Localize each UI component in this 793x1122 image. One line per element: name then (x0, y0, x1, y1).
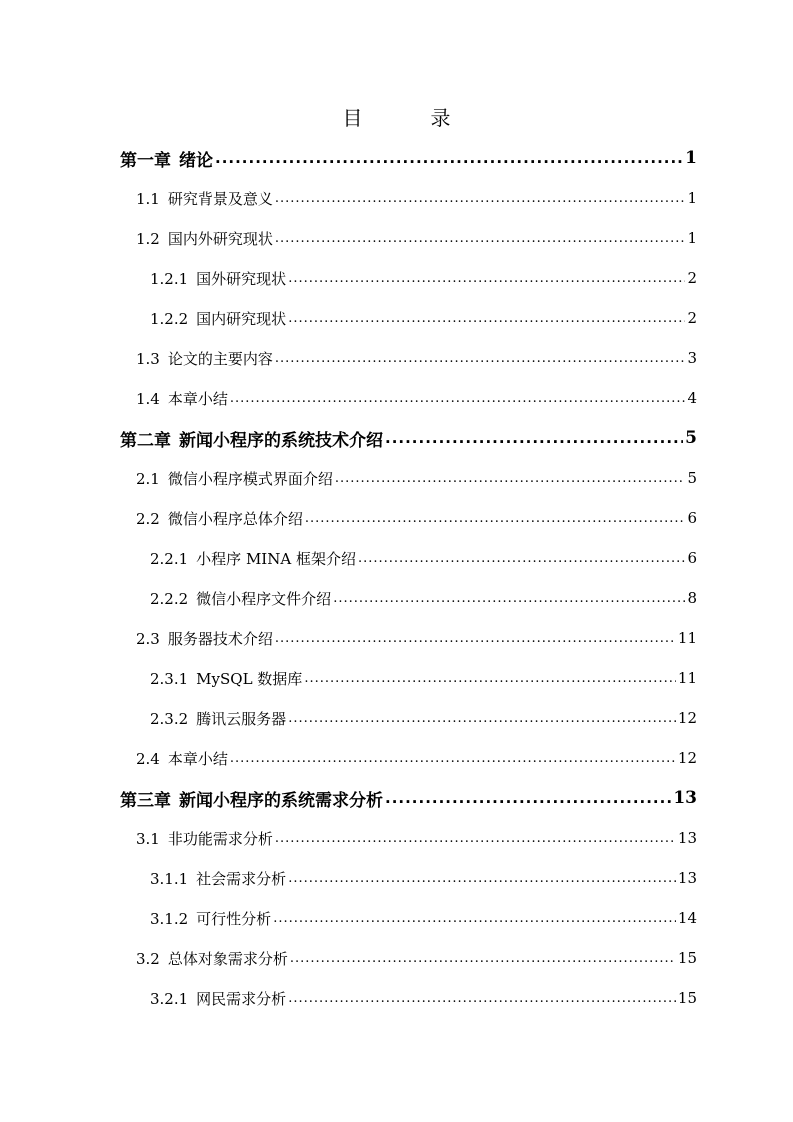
toc-entry-text: 绪论 (179, 150, 213, 171)
toc-entry[interactable] (136, 458, 697, 498)
toc-entry-page: 1 (687, 189, 697, 207)
toc-entry-label (150, 268, 286, 289)
toc-entry-number: 3.2.1 (150, 989, 189, 1008)
toc-entry-number: 2.1 (136, 469, 160, 488)
toc-entry[interactable] (136, 618, 697, 658)
toc-entry-text: 新闻小程序的系统技术介绍 (179, 430, 383, 451)
toc-entry-page: 13 (677, 869, 697, 887)
dot-leader (230, 378, 686, 418)
toc-entry-label (120, 426, 383, 451)
dot-leader (275, 338, 686, 378)
toc-entry-number: 第二章 (120, 430, 171, 451)
toc-entry-text: 研究背景及意义 (167, 189, 273, 208)
toc-entry-text: 新闻小程序的系统需求分析 (179, 790, 383, 811)
toc-entry-number: 2.2.2 (150, 589, 189, 608)
toc-entry[interactable] (150, 578, 697, 618)
toc-entry-number: 1.2.2 (150, 309, 189, 328)
dot-leader (288, 858, 676, 898)
dot-leader (275, 618, 676, 658)
toc-entry[interactable] (150, 858, 697, 898)
toc-entry-number: 3.1.2 (150, 909, 189, 928)
toc-entry-label (120, 786, 383, 811)
toc-entry[interactable] (120, 778, 697, 818)
page-title: 目 录 (342, 106, 475, 130)
toc-entry-page: 12 (677, 749, 697, 767)
toc-entry-text: 本章小结 (167, 749, 228, 768)
toc-entry[interactable] (136, 938, 697, 978)
dot-leader (230, 738, 676, 778)
toc-entry-number: 1.2.1 (150, 269, 189, 288)
toc-entry[interactable] (136, 218, 697, 258)
toc-entry-number: 1.2 (136, 229, 160, 248)
toc-entry-text: 微信小程序模式界面介绍 (167, 469, 333, 488)
toc-entry-label (150, 868, 286, 889)
toc-entry-page: 6 (687, 509, 697, 527)
toc-entry-page: 2 (687, 269, 697, 287)
toc-entry[interactable] (120, 418, 697, 458)
toc-entry[interactable] (150, 978, 697, 1018)
toc-entry-label (136, 468, 333, 489)
toc-entry-label (136, 948, 288, 969)
toc-entry-text: 腾讯云服务器 (196, 709, 287, 728)
toc-entry-label (136, 228, 273, 249)
toc-entry-text: 微信小程序总体介绍 (167, 509, 303, 528)
toc-entry-label (150, 308, 286, 329)
toc-entry-text: 小程序 MINA 框架介绍 (196, 549, 356, 568)
toc-entry-page: 13 (673, 788, 697, 808)
toc-entry[interactable] (136, 178, 697, 218)
toc-entry-page: 6 (687, 549, 697, 567)
toc-entry-label (136, 828, 273, 849)
toc-entry-number: 2.2 (136, 509, 160, 528)
toc-entry-number: 3.2 (136, 949, 160, 968)
toc-entry-page: 1 (687, 229, 697, 247)
toc-entry-number: 1.3 (136, 349, 160, 368)
dot-leader (288, 978, 676, 1018)
toc-entry[interactable] (136, 818, 697, 858)
toc-entry-page: 15 (677, 949, 697, 967)
toc-entry-number: 2.3.2 (150, 709, 189, 728)
toc-entry-text: 可行性分析 (196, 909, 272, 928)
toc-entry-text: 国内外研究现状 (167, 229, 273, 248)
toc-entry-text: 社会需求分析 (196, 869, 287, 888)
toc-entry[interactable] (136, 498, 697, 538)
toc-entry[interactable] (136, 338, 697, 378)
toc-entry-number: 2.4 (136, 749, 160, 768)
dot-leader (273, 898, 676, 938)
toc-entry-page: 1 (685, 148, 697, 168)
toc-entry-page: 3 (687, 349, 697, 367)
toc-entry-label (150, 708, 286, 729)
toc-entry-text: 微信小程序文件介绍 (196, 589, 332, 608)
dot-leader (215, 138, 683, 178)
toc-entry[interactable] (150, 258, 697, 298)
toc-entry-page: 5 (687, 469, 697, 487)
dot-leader (275, 178, 686, 218)
toc-entry-number: 3.1.1 (150, 869, 189, 888)
dot-leader (333, 578, 685, 618)
toc-entry-number: 2.3.1 (150, 669, 189, 688)
toc-entry-page: 15 (677, 989, 697, 1007)
toc-entry-text: 论文的主要内容 (167, 349, 273, 368)
toc-entry-label (150, 908, 271, 929)
toc-entry-text: MySQL 数据库 (196, 669, 303, 688)
dot-leader (385, 418, 683, 458)
dot-leader (304, 658, 676, 698)
toc-entry[interactable] (150, 538, 697, 578)
toc-entry-text: 非功能需求分析 (167, 829, 273, 848)
toc-entry-page: 4 (687, 389, 697, 407)
toc-entry[interactable] (136, 378, 697, 418)
toc-entry-number: 2.2.1 (150, 549, 189, 568)
toc-entry-text: 国外研究现状 (196, 269, 287, 288)
toc-entry-label (136, 508, 303, 529)
dot-leader (288, 298, 685, 338)
toc-entry-label (150, 668, 302, 689)
toc-entry-label (150, 588, 331, 609)
toc-entry-number: 1.4 (136, 389, 160, 408)
dot-leader (305, 498, 686, 538)
dot-leader (275, 218, 686, 258)
toc-entry-text: 本章小结 (167, 389, 228, 408)
toc-entry[interactable] (136, 738, 697, 778)
toc-entry-page: 2 (687, 309, 697, 327)
toc-entry-page: 11 (677, 629, 697, 647)
dot-leader (288, 258, 685, 298)
dot-leader (358, 538, 686, 578)
toc-entry-page: 8 (687, 589, 697, 607)
toc-entry-number: 1.1 (136, 189, 160, 208)
toc-entry-text: 国内研究现状 (196, 309, 287, 328)
toc-entry-text: 总体对象需求分析 (167, 949, 288, 968)
dot-leader (335, 458, 686, 498)
toc-entry-text: 网民需求分析 (196, 989, 287, 1008)
toc-entry-label (136, 628, 273, 649)
dot-leader (275, 818, 676, 858)
toc-entry[interactable] (150, 298, 697, 338)
toc-entry-number: 2.3 (136, 629, 160, 648)
toc-entry-text: 服务器技术介绍 (167, 629, 273, 648)
toc-entry-label (150, 988, 286, 1009)
toc-entry-number: 3.1 (136, 829, 160, 848)
toc-entry-page: 13 (677, 829, 697, 847)
toc-entry[interactable] (150, 898, 697, 938)
dot-leader (290, 938, 676, 978)
toc-entry-page: 5 (685, 428, 697, 448)
toc-entry-page: 14 (677, 909, 697, 927)
toc-entry-label (120, 146, 213, 171)
toc-entry-page: 12 (677, 709, 697, 727)
toc-entry[interactable] (150, 698, 697, 738)
toc-entry[interactable] (120, 138, 697, 178)
toc-entry-label (136, 348, 273, 369)
dot-leader (385, 778, 671, 818)
toc-entry-label (136, 388, 228, 409)
toc-entry-label (136, 188, 273, 209)
toc-entry-label (150, 548, 356, 569)
toc-entry-number: 第三章 (120, 790, 171, 811)
toc-entry-number: 第一章 (120, 150, 171, 171)
toc-entry[interactable] (150, 658, 697, 698)
toc-entry-label (136, 748, 228, 769)
dot-leader (288, 698, 676, 738)
toc-entry-page: 11 (677, 669, 697, 687)
